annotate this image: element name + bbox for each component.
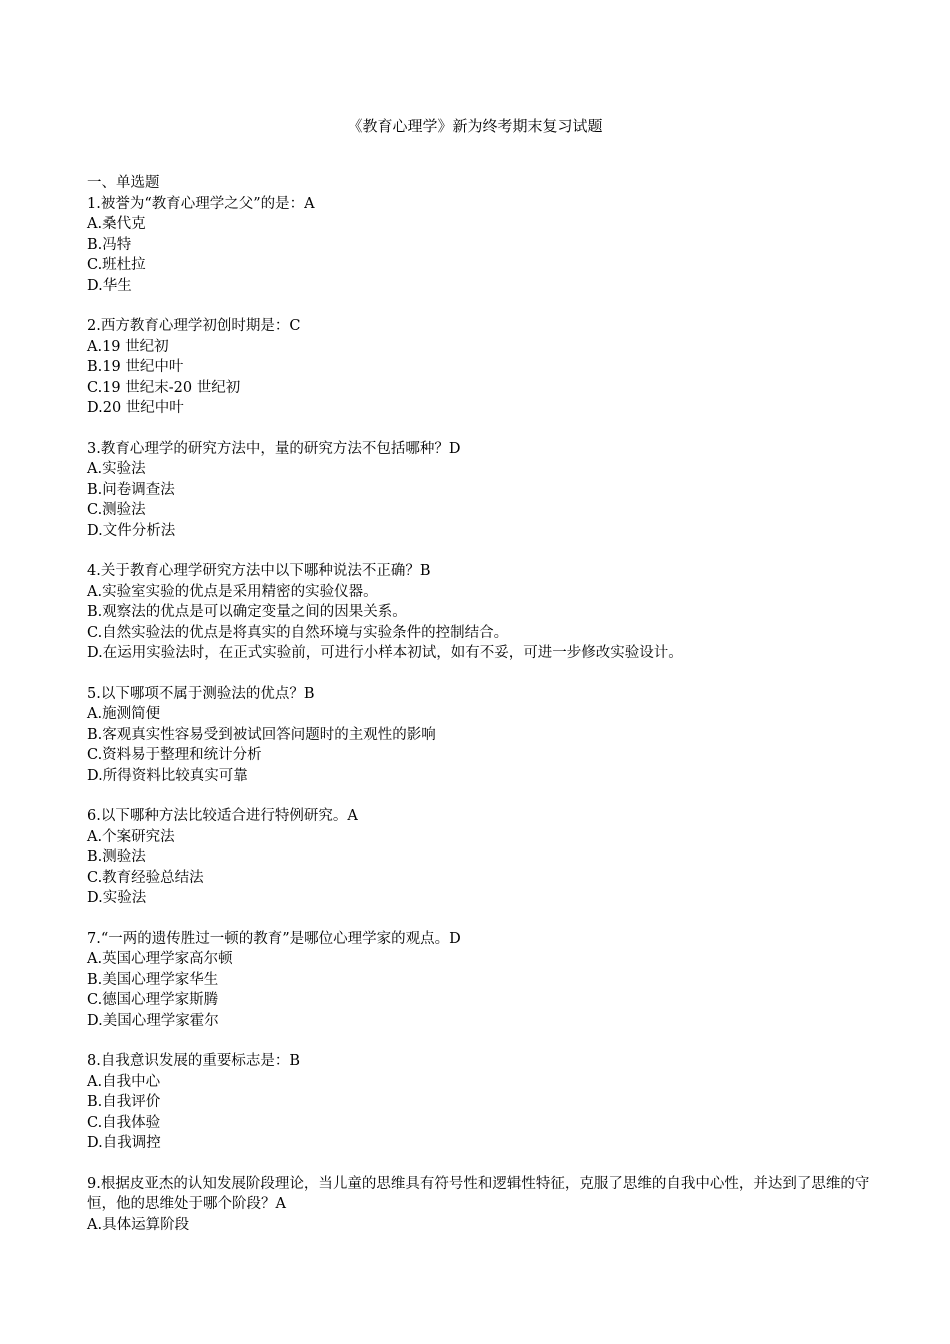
question-stem: 7.“一两的遗传胜过一顿的教育”是哪位心理学家的观点。D (87, 930, 461, 947)
question-item (87, 684, 877, 787)
question-stem: 2.西方教育心理学初创时期是：C (87, 318, 301, 334)
question-option: C.测验法 (87, 502, 146, 518)
question-option: B.测验法 (87, 849, 146, 865)
question-option: A.具体运算阶段 (87, 1216, 190, 1233)
question-item (87, 439, 877, 542)
question-option: D.文件分析法 (87, 522, 176, 539)
question-option: A.英国心理学家高尔顿 (87, 951, 233, 967)
question-option: B.美国心理学家华生 (87, 971, 219, 988)
question-stem: 8.自我意识发展的重要标志是：B (87, 1053, 300, 1069)
question-item (87, 561, 877, 664)
question-option: B.19 世纪中叶 (87, 359, 184, 375)
question-option: D.所得资料比较真实可靠 (87, 767, 248, 784)
question-option: A.桑代克 (87, 216, 146, 232)
question-item (87, 1174, 877, 1236)
question-option: B.客观真实性容易受到被试回答问题时的主观性的影响 (87, 726, 436, 743)
question-item (87, 1051, 877, 1154)
question-option: C.19 世纪末-20 世纪初 (87, 379, 241, 396)
question-option: B.问卷调查法 (87, 481, 175, 498)
question-stem: 5.以下哪项不属于测验法的优点？B (87, 685, 315, 702)
question-option: A.自我中心 (87, 1073, 161, 1090)
question-list (87, 194, 877, 1236)
question-option: C.自我体验 (87, 1114, 161, 1131)
question-option: C.班杜拉 (87, 257, 146, 273)
question-option: D.实验法 (87, 890, 147, 906)
question-stem: 1.被誉为“教育心理学之父”的是：A (87, 195, 315, 212)
document-body (87, 173, 877, 1255)
question-option: C.资料易于整理和统计分析 (87, 747, 262, 763)
question-item (87, 929, 877, 1032)
question-stem: 3.教育心理学的研究方法中，量的研究方法不包括哪种？D (87, 440, 461, 457)
section-heading: 一、单选题 (87, 175, 160, 191)
question-option: D.自我调控 (87, 1135, 161, 1151)
document-title: 《教育心理学》新为终考期末复习试题 (347, 117, 603, 135)
question-item (87, 316, 877, 419)
question-stem: 6.以下哪种方法比较适合进行特例研究。A (87, 808, 358, 824)
question-option: C.德国心理学家斯腾 (87, 992, 219, 1008)
question-option: D.美国心理学家霍尔 (87, 1012, 219, 1029)
question-option: B.自我评价 (87, 1094, 161, 1110)
question-option: A.施测简便 (87, 706, 161, 722)
question-option: A.个案研究法 (87, 828, 175, 845)
question-option: C.教育经验总结法 (87, 869, 204, 886)
question-option: A.19 世纪初 (87, 338, 169, 355)
question-stem: 9.根据皮亚杰的认知发展阶段理论，当儿童的思维具有符号性和逻辑性特征，克服了思维的自我中心性，并达到了思维的守恒，他的思维处于哪个阶段？A (87, 1175, 870, 1212)
question-option: D.20 世纪中叶 (87, 400, 184, 416)
question-option: A.实验法 (87, 461, 146, 477)
question-option: C.自然实验法的优点是将真实的自然环境与实验条件的控制结合。 (87, 624, 509, 641)
question-stem: 4.关于教育心理学研究方法中以下哪种说法不正确？B (87, 563, 431, 579)
question-item (87, 194, 877, 297)
question-option: A.实验室实验的优点是采用精密的实验仪器。 (87, 583, 378, 600)
question-item (87, 806, 877, 909)
question-option: D.华生 (87, 277, 132, 294)
question-option: B.观察法的优点是可以确定变量之间的因果关系。 (87, 604, 407, 620)
question-option: D.在运用实验法时，在正式实验前，可进行小样本初试，如有不妥，可进一步修改实验设计。 (87, 645, 683, 661)
question-option: B.冯特 (87, 236, 132, 253)
